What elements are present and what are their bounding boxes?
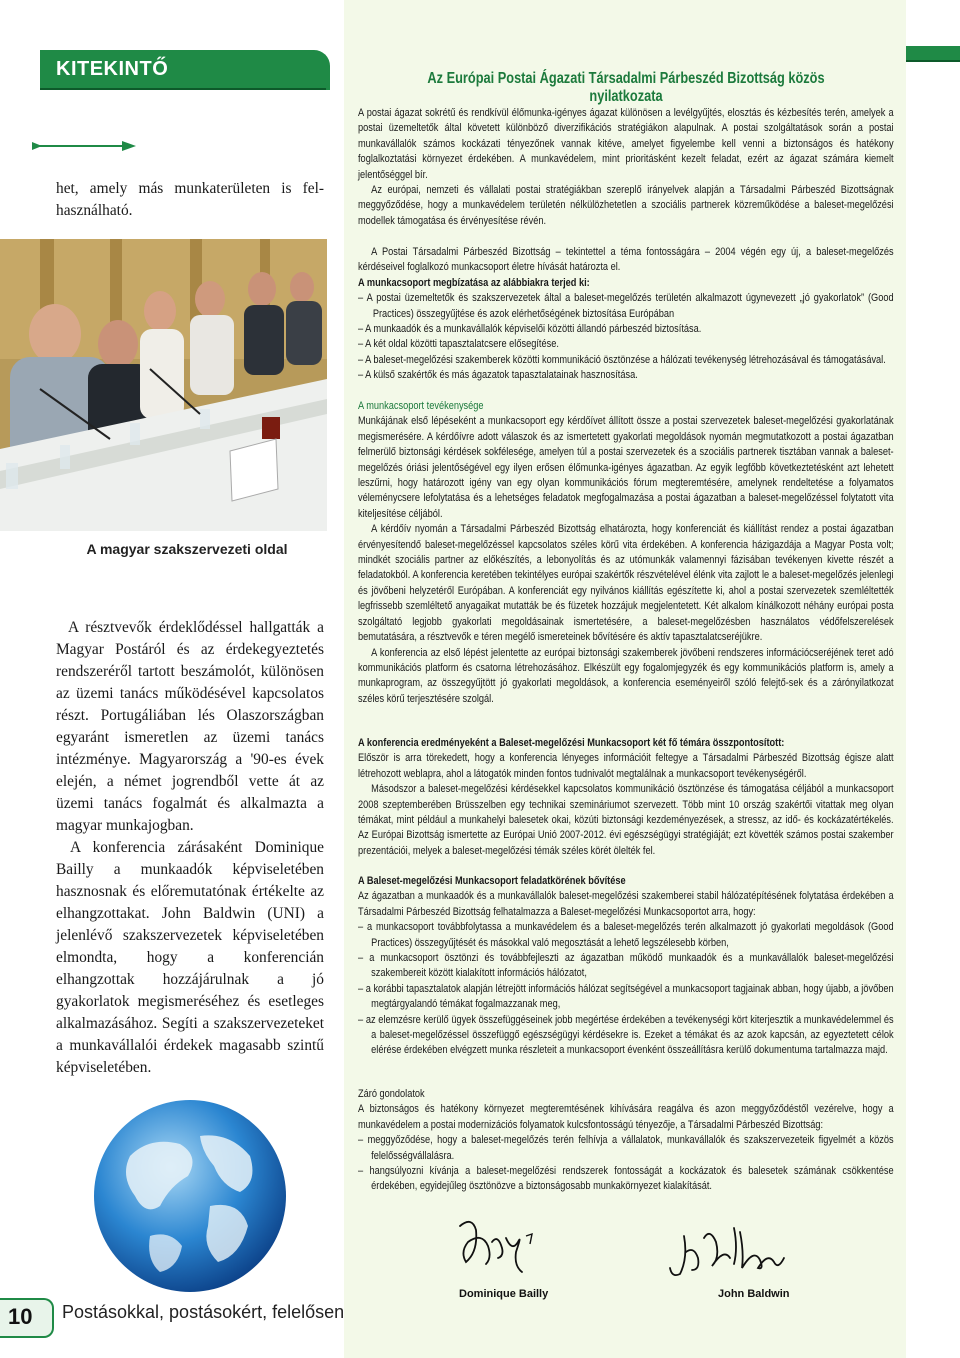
results-paragraph: Másodszor a baleset-megelőzési kérdésekkel kapcsolatos kommunikáció ösztönzése és támogatása céljából a munkacsoport 2008 szeptemberében Brüsszelben egy technikai szemináriumot szervezett. Több mint 10 ország szakértői vitattak meg olyan témákat, mint például a munkahelyi balesetek okai, közúti biztonsági kezdeményezések, a stressz, az idő- és kockázatértékelés. Az Európai Bizottság ismertette az Európai Unió 2007-2012. évi egészségügyi stratégiáját; ezt követték számos postai szakember prezentációi, melyek a baleset-megelőzési témák széles körét ölelték fel. [358,783,894,857]
left-continuation-text: het, amely más munkaterületen is fel-használható. [56,180,324,219]
mandate-intro: A Postai Társadalmi Párbeszéd Bizottság – tekintettel a téma fontosságára – 2004 végén egy új, a baleset-megelőzés kérdéseivel foglalkozó munkacsoport életre hívását határozta el. [358,246,894,274]
photo-caption: A magyar szakszervezeti oldal [86,541,288,557]
future-intro: Az ágazatban a munkaadók és a munkavállalók baleset-megelőzési szakemberei stabil hálózatépítésének folytatása érdekében a Társadalmi Párbeszéd Bizottság felhatalmazza a Baleset-megelőzési Munkacsoportot arra, hogy: [358,890,894,918]
statement-intro [358,106,894,229]
mandate-heading: A munkacsoport megbízatása az alábbiakra terjed ki: [358,276,590,289]
list-item: – a korábbi tapasztalatok alapján létrejött információs hálózat segítségével a munkacsoport tagjainak abban, hogy újabb, a jövőben megtárgyalandó témákat fogalmazzanak meg, [358,982,894,1013]
activity-paragraph: A kérdőív nyomán a Társadalmi Párbeszéd Bizottság elhatározta, hogy konferenciát és kiállítást rendez a postai ágazatban érvényesítendő baleset-megelőzéssel kapcsolatos széles körű vita érdekében. A konferencia házigazdája a Magyar Posta volt; mindkét szociális partner az előkészítés, a lebonyolítás és az utómunkák valamennyi fázisában tevékenyen kivette részét a feladatokból. A konferencia keretében tekintélyes európai szakértők részvételével élénk vita zajlott le a baleset-megelőzés jelenlegi és jövőbeni helyzetéről Európában. A konferenciát egy nyilvános kiállítás egészítette ki, ahol a postai szervezetek szemléltették legfrissebb szemléltető anyagaikat mutatták be és füzetek hozzájuk megjelentetett. Két alkalom kínálkozott néhány európai posta szolgáltató legjobb gyakorlati megoldásainak ismertetésére, a baleset-megelőzésben használatos védőfelszerelések bemutatására, a résztvevők e téren megélő ismereteinek bővítésére és aktív tapasztalatcseréjükre. [358,523,894,644]
closing-heading: Záró gondolatok [358,1088,425,1100]
activity-section [358,399,894,707]
right-margin [906,0,960,1358]
list-item: – A külső szakértők és más ágazatok tapasztalatainak hasznosítása. [358,368,894,383]
page-number: 10 [8,1304,33,1329]
list-item: – a munkacsoport ösztönzi és továbbfejleszti az ágazatban működő munkaadók és a munkavállalók baleset-megelőzési szakembereit között kialakított információs hálózatot, [358,951,894,982]
magazine-footer-title: Postásokkal, postásokért, felelősen [62,1302,345,1322]
list-item: – A két oldal közötti tapasztalatcsere elősegítése. [358,337,894,352]
globe-illustration-icon [90,1096,290,1296]
activity-paragraph: Munkájának első lépéseként a munkacsoport egy kérdőívet állított össze a postai szervezetek baleset-megelőzési gyakorlatának megismerésére. A kérdőívre adott válaszok és az ismertetett gyakorlati megoldások nyomán megmutatkozott a postai ágazatban felmerülő biztonsági kérdések sokfélesége, amelyen túl a postai szervezetek és a szociális partnerek tisztában vannak a baleset-megelőzés óriási jelentőségével egy ilyen erősen élőmunka-igényes ágazatban. Az egyik legfőbb következtetésként azt lehetett leszűrni, hogy határozott igény van egy olyan kommunikációs fórum megteremtésére, amelynek rendeltetése a folyamatos véleménycsere lefolytatása és a lehetséges feladatok megfogalmazása a postai ágazatban a baleset-megelőzéssel folytatott vita kiteljesítése céljából. [358,415,894,520]
results-paragraph: Először is arra törekedett, hogy a konferencia lényeges információit feltegye a Társadalmi Párbeszéd Bizottság égisze alatt létrehozott weblapra, ahol a látogatók minden fontos tudnivalót megtalálnak a munkacsoport tevékenységéről. [358,752,894,780]
future-section [358,874,894,1059]
list-item: – az elemzésre kerülő ügyek összefüggéseinek jobb megértése érdekében a tevékenységi kört kiterjesztik a munkavédelemmel és a baleset-megelőzéssel összefüggő egészségügyi kérdésekre is. Ezeket a témákat és az azok kapcsán, az egyeztetett célok elérése érdekében elvégzett munka részleteit a munkacsoport évenként összeállításra kerülő dokumentuma tartalmazza majd. [358,1013,894,1059]
list-item: – A postai üzemeltetők és szakszervezetek által a baleset-megelőzés területén alkalmazott úgynevezett „jó gyakorlatok” (Good Practices) összegyűjtése és azok elérhetőségének biztosítása Európában [358,291,894,322]
signature-name: John Baldwin [718,1288,790,1300]
activity-paragraph: A konferencia az első lépést jelentette az európai biztonsági szakemberek jövőbeni rendszeres információcseréjének teret adó kommunikációs platform és csatorna létrehozásához. Elkészült egy fogalomjegyzék és egy kommunikációs platform is, amely a munkaprogram, az összegyűjtött jó gyakorlati megoldások, a konferencia eseményeiről szóló felejtő-sek és a zárónyilatkozat széles körű terjesztésére szolgál. [358,646,894,705]
signature-bailly-icon [452,1212,542,1278]
mandate-list [358,291,894,383]
activity-heading: A munkacsoport tevékenysége [358,400,484,412]
list-item: – hangsúlyozni kívánja a baleset-megelőzési rendszerek fontosságát a kockázatok és balesetek számának csökkentése érdekében, egyidejűleg ösztönözve a biztonságosabb munkakörnyezet kialakítását. [358,1164,894,1195]
header-rule-right-shadow [906,60,960,62]
intro-paragraph: A postai ágazat sokrétű és rendkívül élőmunka-igényes ágazat különösen a levélgyűjtés, elosztás és kézbesítés terén, amelyek a postai üzemeltetők által követett különböző diverzifikációs stratégiákon alapulnak. A postai szolgáltatások során a postai munkavállalók számos kockázati tényezőnek vannak kitéve, amelyet figyelembe kell venni a biztonságos és hatékony foglalkoztatási környezet érdekében. A munkavédelem, mint prioritásként kezelt feladat, ezért az ágazat számára kiemelt jelentőséggel bír. [358,107,894,181]
left-paragraph: A résztvevők érdeklődéssel hallgatták a Magyar Postáról és az érdekegyeztetés rendszeréről tartott beszámolót, különösen az üzemi tanács működésével kapcsolatos részt. Portugáliában lés Olaszországban egyaránt ismeretlen az üzemi tanács intézménye. Magyarország a '90-es évek elején, a német jogrendből vette át az üzemi tanács fogalmát és alkalmazta a magyar munkajogban. [56,619,324,834]
left-paragraph: A konferencia zárásaként Dominique Bailly a munkaadók képviseletében hasznosnak és előremutatónak értékelte az elhangzottakat. John Baldwin (UNI) a jelenlévő szakszervezetek képviseletében elmondta, hogy a konferencián elhangzottak hozzájárulnak a jó gyakorlatok megismeréséhez és esetleges alkalmazásához. Segíti a szakszervezeteket a munkavállalói érdekek magasabb szintű képviseletében. [56,839,324,1076]
signature-name: Dominique Bailly [459,1288,549,1300]
results-section [358,736,894,859]
results-heading: A konferencia eredményeként a Baleset-megelőzési Munkacsoport két fő témára összpontosított: [358,737,785,749]
statement-title: Az Európai Postai Ágazati Társadalmi Párbeszéd Bizottság közös nyilatkozata [427,70,825,105]
closing-list [358,1133,894,1195]
mandate-section [358,245,894,384]
arrow-decoration-icon [32,136,136,156]
future-heading: A Baleset-megelőzési Munkacsoport feladatkörének bővítése [358,875,626,887]
list-item: – meggyőződése, hogy a baleset-megelőzés terén felhívja a vállalatok, munkavállalók és szakszervezeteik figyelmét a közös felelősségvállalásra. [358,1133,894,1164]
section-tab-label: KITEKINTŐ [56,58,169,80]
closing-section [358,1087,894,1195]
list-item: – A baleset-megelőzési szakemberek közötti kommunikáció ösztönzése a hálózati tevékenység létrehozásával és támogatásával. [358,353,894,368]
left-article-body [56,617,324,1079]
future-list [358,920,894,1059]
section-tab-underline [40,88,326,90]
closing-intro: A biztonságos és hatékony környezet megteremtésének kihívására reagálva és azon meggyőződéstől vezérelve, hogy a munkavédelem a postai modernizációs folyamatok kulcsfontosságú tényezője, a Társadalmi Párbeszéd Bizottság: [358,1103,894,1131]
list-item: – a munkacsoport továbbfolytassa a munkavédelem és a baleset-megelőzés terén alkalmazott jó gyakorlati megoldások (Good Practices) összegyűjtését és másokkal való megosztását a lehető legszélesebb körben, [358,920,894,951]
header-rule-right [906,46,960,60]
conference-photo [0,239,327,531]
signature-baldwin-icon [664,1218,788,1286]
intro-paragraph: Az európai, nemzeti és vállalati postai stratégiákban szereplő irányelvek alapján a Társadalmi Párbeszéd Bizottságnak meggyőződése, hogy a munkavédelem területén nélkülözhetetlen a szociális partnerek közreműködése a baleset-megelőzési modellek támogatása és érvényesítése révén. [358,184,894,227]
list-item: – A munkaadók és a munkavállalók képviselői közötti állandó párbeszéd biztosítása. [358,322,894,337]
